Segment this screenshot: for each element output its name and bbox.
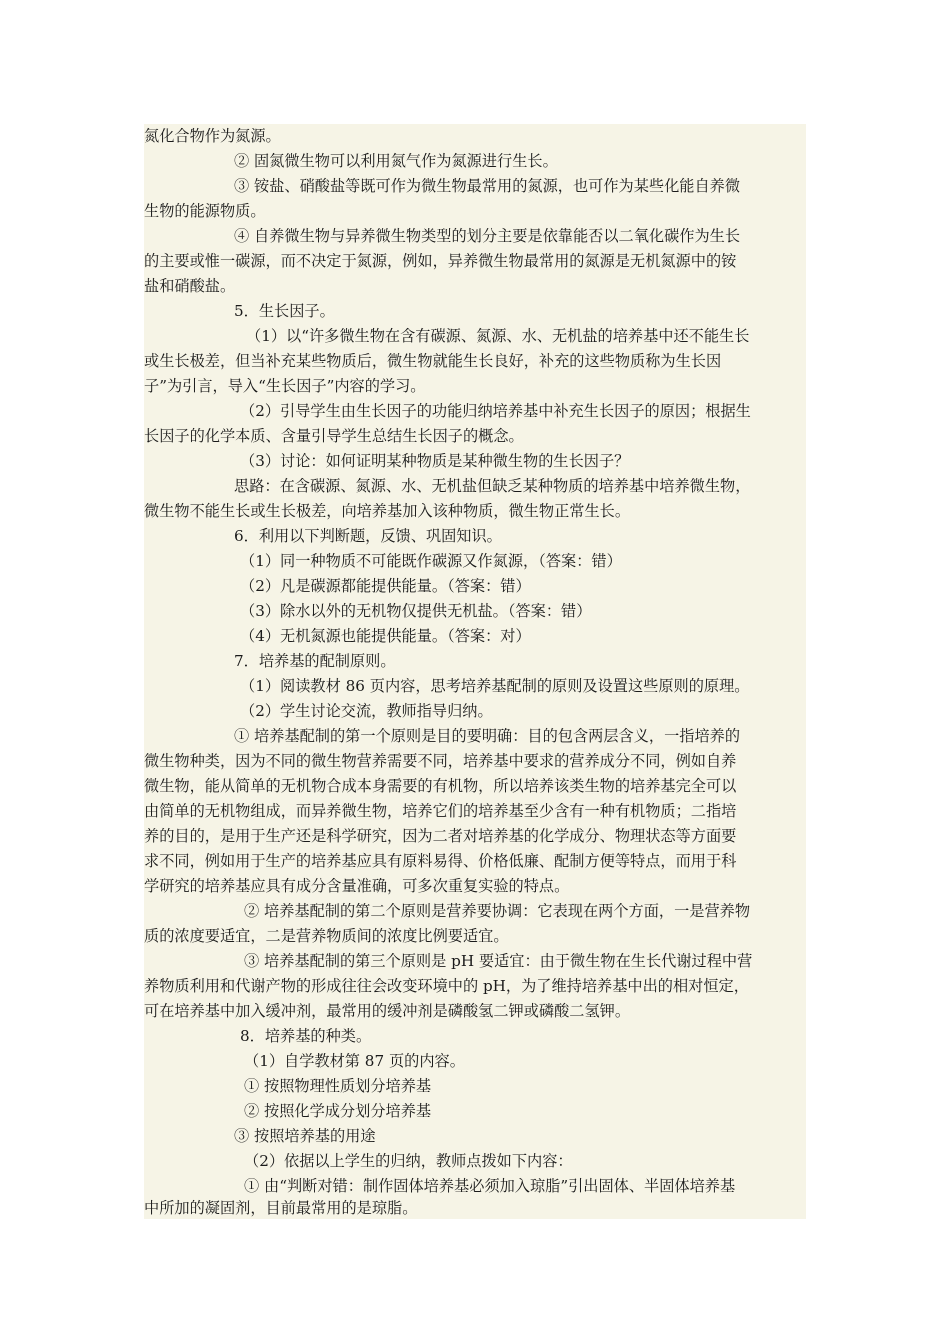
text-line: （1）以“许多微生物在含有碳源、氮源、水、无机盐的培养基中还不能生长 <box>246 327 750 345</box>
text-line: 或生长极差，但当补充某些物质后，微生物就能生长良好，补充的这些物质称为生长因 <box>144 352 722 370</box>
text-line: 求不同，例如用于生产的培养基应具有原料易得、价格低廉、配制方便等特点，而用于科 <box>144 852 737 870</box>
text-line: ① 按照物理性质划分培养基 <box>244 1077 432 1095</box>
text-line: ① 由“判断对错：制作固体培养基必须加入琼脂”引出固体、半固体培养基 <box>244 1177 736 1195</box>
text-line: 盐和硝酸盐。 <box>144 277 236 295</box>
text-line: 由简单的无机物组成，而异养微生物，培养它们的培养基至少含有一种有机物质；二指培 <box>144 802 737 820</box>
text-line: 7．培养基的配制原则。 <box>234 652 396 670</box>
text-line: 思路：在含碳源、氮源、水、无机盐但缺乏某种物质的培养基中培养微生物， <box>234 477 751 495</box>
text-line: 学研究的培养基应具有成分含量准确，可多次重复实验的特点。 <box>144 877 570 895</box>
text-line: 8．培养基的种类。 <box>240 1027 372 1045</box>
text-line: （2）学生讨论交流，教师指导归纳。 <box>240 702 493 720</box>
text-line: 生物的能源物质。 <box>144 202 266 220</box>
text-line: （2）依据以上学生的归纳，教师点拨如下内容： <box>244 1152 573 1170</box>
text-line: 微生物种类，因为不同的微生物营养需要不同，培养基中要求的营养成分不同，例如自养 <box>144 752 737 770</box>
text-line: （2）凡是碳源都能提供能量。（答案：错） <box>240 577 531 595</box>
text-line: ③ 按照培养基的用途 <box>234 1127 376 1145</box>
text-line: 子”为引言，导入“生长因子”内容的学习。 <box>144 377 426 395</box>
text-line: 的主要或惟一碳源，而不决定于氮源，例如，异养微生物最常用的氮源是无机氮源中的铵 <box>144 252 737 270</box>
text-block <box>144 124 806 1219</box>
text-line: ② 培养基配制的第二个原则是营养要协调：它表现在两个方面，一是营养物 <box>244 902 751 920</box>
text-line: ② 按照化学成分划分培养基 <box>244 1102 432 1120</box>
text-line: （1）阅读教材 86 页内容，思考培养基配制的原则及设置这些原则的原理。 <box>240 677 750 695</box>
text-line: 质的浓度要适宜，二是营养物质间的浓度比例要适宜。 <box>144 927 509 945</box>
text-line: ② 固氮微生物可以利用氮气作为氮源进行生长。 <box>234 152 558 170</box>
text-line: 微生物不能生长或生长极差，向培养基加入该种物质，微生物正常生长。 <box>144 502 630 520</box>
text-line: 中所加的凝固剂，目前最常用的是琼脂。 <box>144 1199 418 1217</box>
text-line: （3）讨论：如何证明某种物质是某种微生物的生长因子？ <box>240 452 630 470</box>
text-line: 氮化合物作为氮源。 <box>144 127 281 145</box>
text-line: ③ 培养基配制的第三个原则是 pH 要适宜：由于微生物在生长代谢过程中营 <box>244 952 753 970</box>
text-line: （4）无机氮源也能提供能量。（答案：对） <box>240 627 531 645</box>
text-line: 5．生长因子。 <box>234 302 335 320</box>
text-line: ③ 铵盐、硝酸盐等既可作为微生物最常用的氮源，也可作为某些化能自养微 <box>234 177 741 195</box>
text-line: （2）引导学生由生长因子的功能归纳培养基中补充生长因子的原因；根据生 <box>240 402 751 420</box>
text-line: 养的目的，是用于生产还是科学研究，因为二者对培养基的化学成分、物理状态等方面要 <box>144 827 737 845</box>
text-line: 可在培养基中加入缓冲剂，最常用的缓冲剂是磷酸氢二钾或磷酸二氢钾。 <box>144 1002 630 1020</box>
text-line: （1）同一种物质不可能既作碳源又作氮源，（答案：错） <box>240 552 622 570</box>
text-line: 6．利用以下判断题，反馈、巩固知识。 <box>234 527 502 545</box>
text-line: ① 培养基配制的第一个原则是目的要明确：目的包含两层含义，一指培养的 <box>234 727 741 745</box>
text-line: 微生物，能从简单的无机物合成本身需要的有机物，所以培养该类生物的培养基完全可以 <box>144 777 737 795</box>
text-line: （3）除水以外的无机物仅提供无机盐。（答案：错） <box>240 602 592 620</box>
text-line: 养物质利用和代谢产物的形成往往会改变环境中的 pH，为了维持培养基中出的相对恒定， <box>144 977 749 995</box>
text-line: 长因子的化学本质、含量引导学生总结生长因子的概念。 <box>144 427 524 445</box>
text-line: ④ 自养微生物与异养微生物类型的划分主要是依靠能否以二氧化碳作为生长 <box>234 227 741 245</box>
text-line: （1）自学教材第 87 页的内容。 <box>244 1052 465 1070</box>
